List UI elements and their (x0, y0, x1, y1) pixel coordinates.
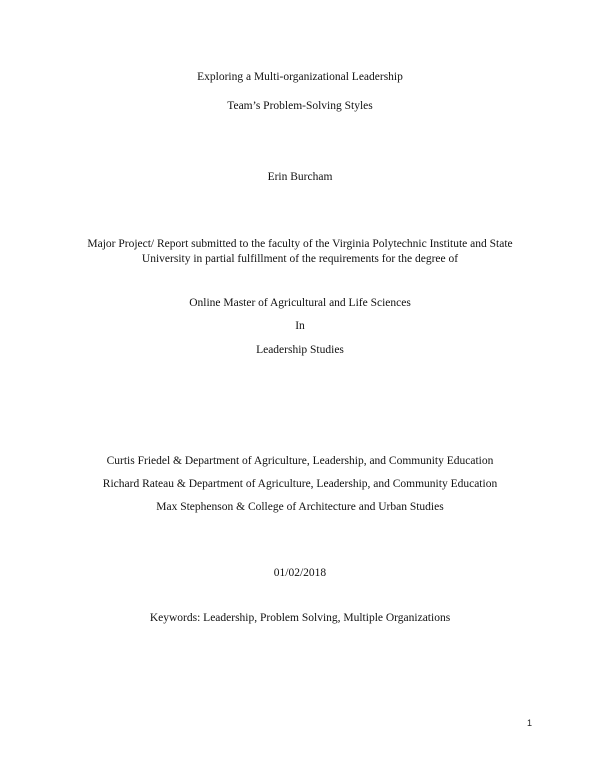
submission-line-2: University in partial fulfillment of the requirements for the degree of (141, 253, 459, 265)
author-name: Erin Burcham (267, 171, 333, 183)
committee-member: Max Stephenson & College of Architecture and Urban Studies (156, 501, 444, 513)
keywords: Keywords: Leadership, Problem Solving, Multiple Organizations (149, 612, 451, 624)
title-line-2: Team’s Problem-Solving Styles (227, 100, 373, 112)
degree-field: Leadership Studies (256, 344, 344, 356)
submission-date: 01/02/2018 (273, 567, 327, 579)
committee-member: Curtis Friedel & Department of Agriculture, Leadership, and Community Education (106, 455, 494, 467)
committee-member: Richard Rateau & Department of Agriculture, Leadership, and Community Education (102, 478, 498, 490)
title-line-1: Exploring a Multi-organizational Leadership (197, 71, 403, 83)
degree-program: Online Master of Agricultural and Life Sciences (189, 297, 411, 309)
degree-connector: In (295, 320, 305, 332)
submission-line-1: Major Project/ Report submitted to the faculty of the Virginia Polytechnic Institute and State (87, 238, 513, 250)
page-number: 1 (526, 718, 532, 728)
